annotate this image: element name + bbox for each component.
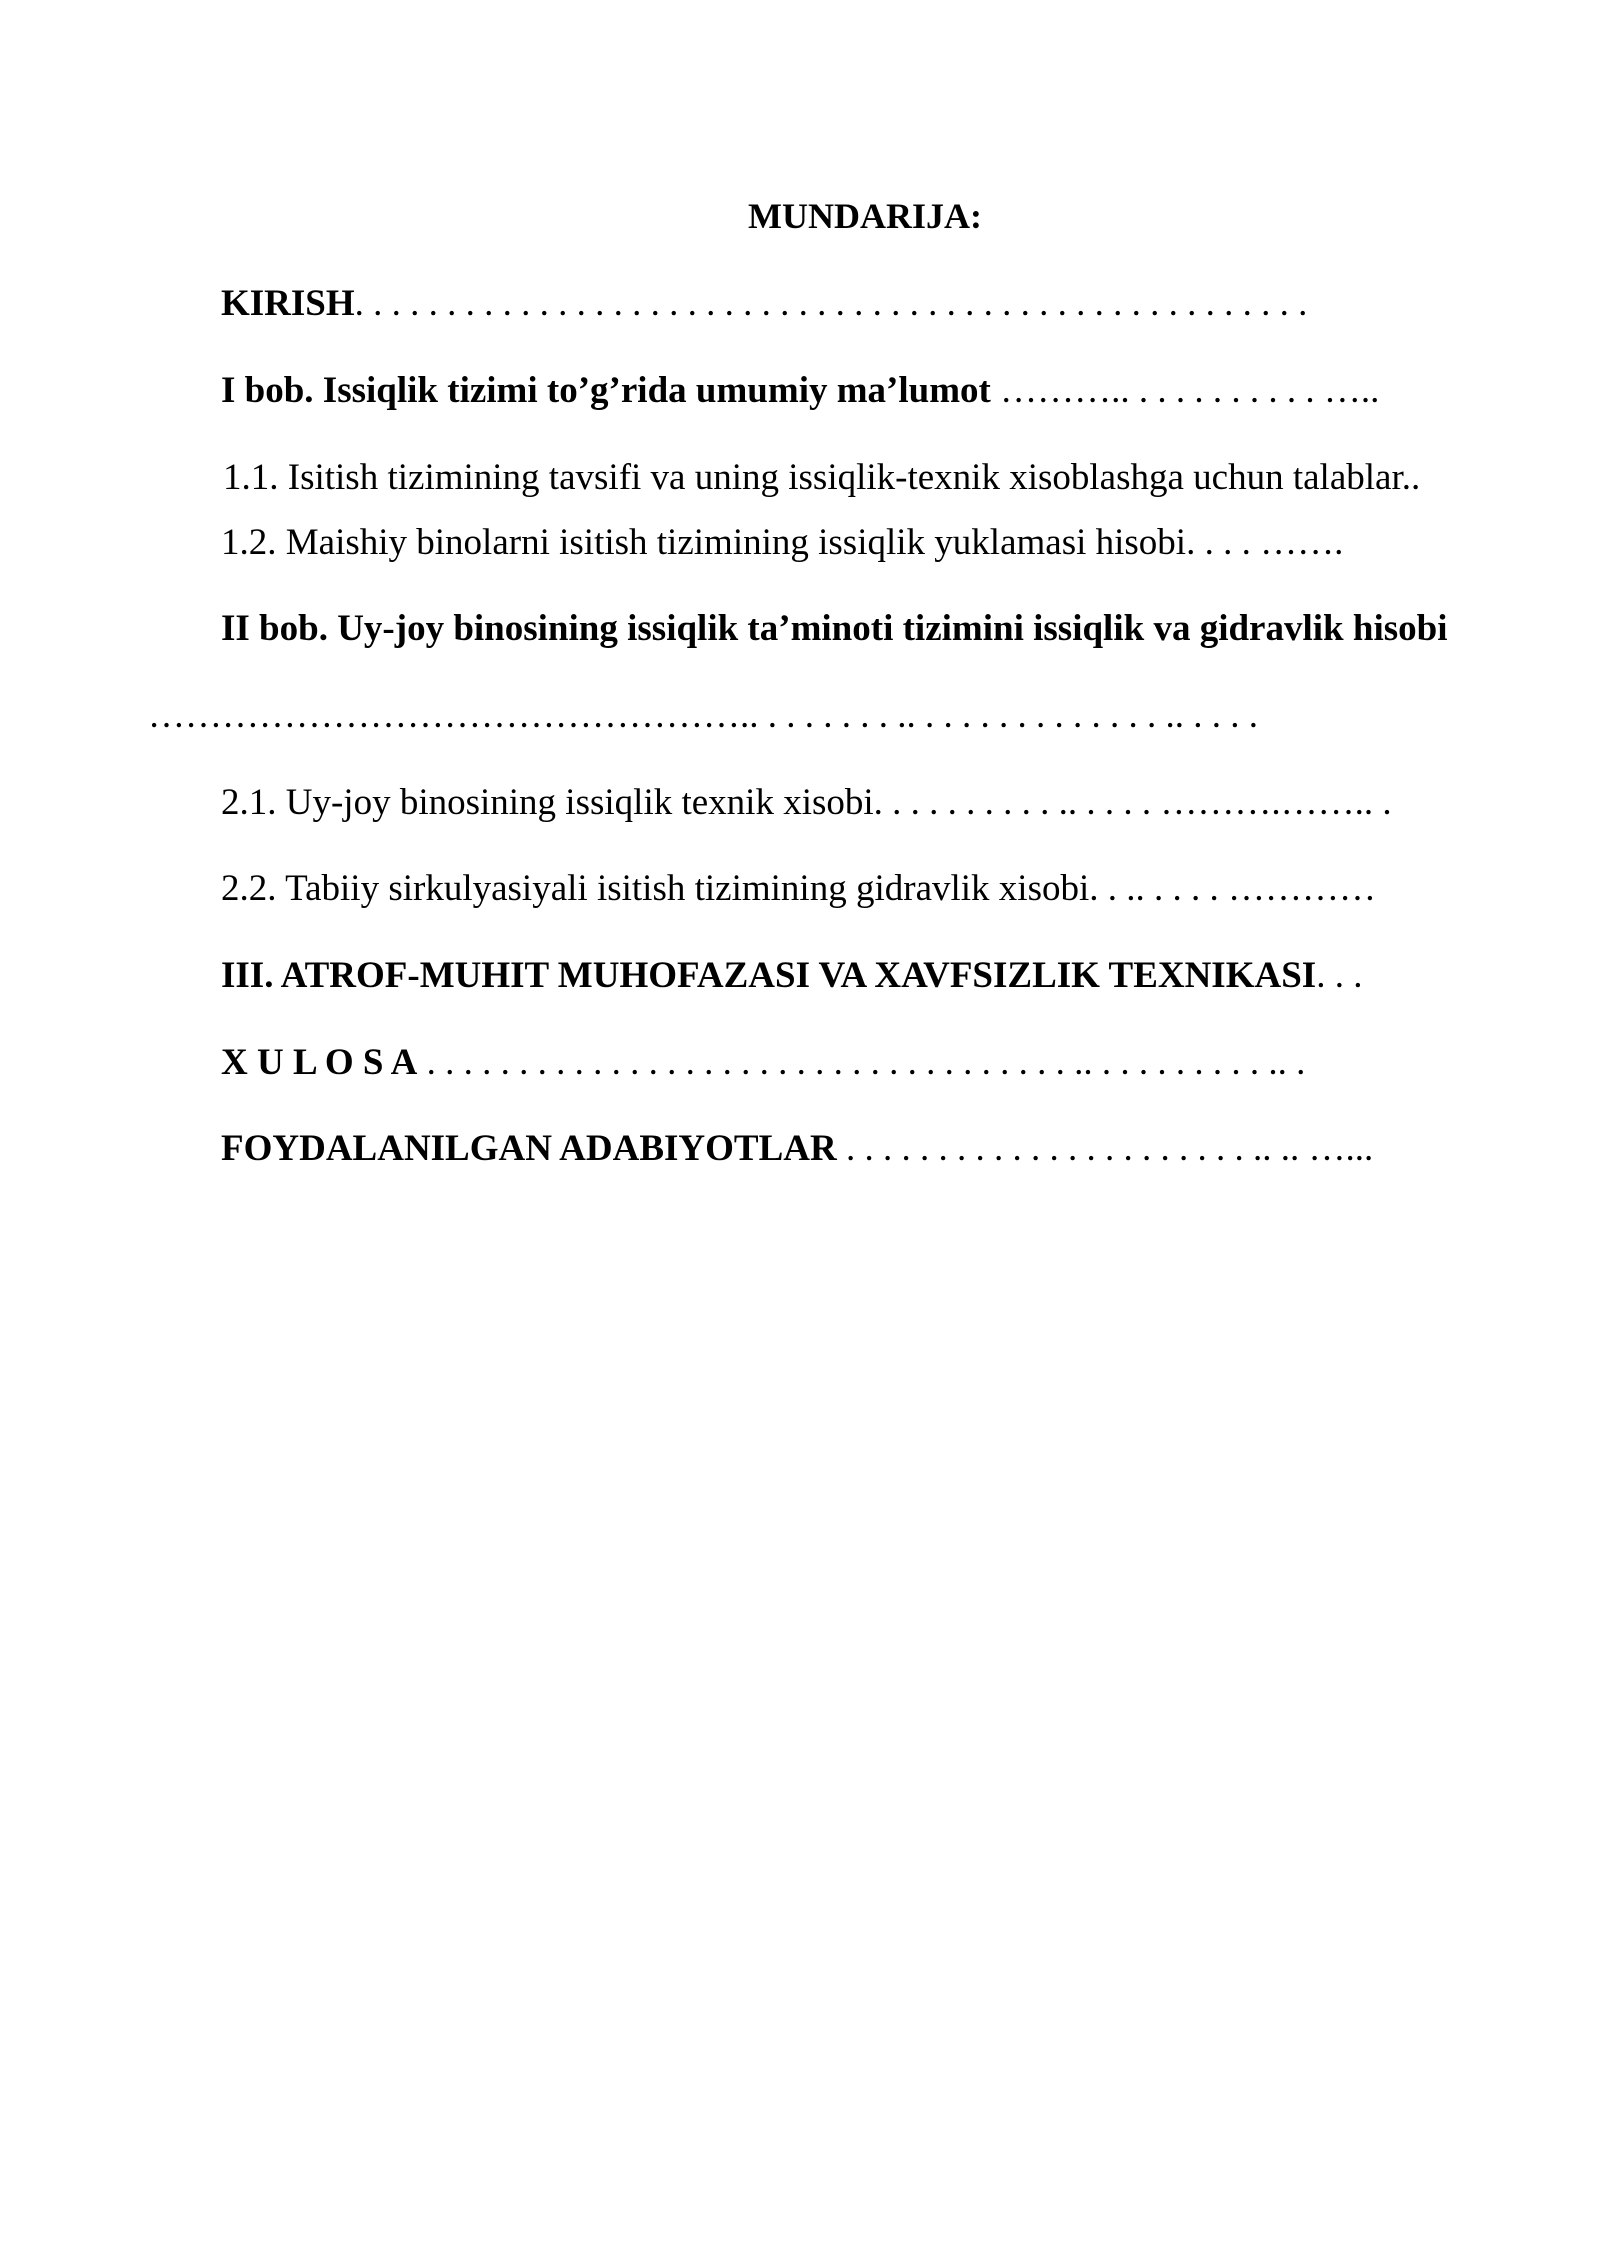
toc-entry-kirish[interactable] [221, 285, 1307, 322]
toc-entry-bob-3[interactable] [221, 957, 1362, 994]
toc-leader-bob-2: ………………………………………….. . . . . . . . .. . . . . . . . . . . . . . .. . . . . [148, 695, 1258, 736]
page-title: MUNDARIJA: [748, 196, 982, 236]
toc-entry-label: II bob. Uy-joy binosining issiqlik ta’minoti tizimini issiqlik va gidravlik hisobi [221, 608, 1448, 649]
toc-entry-1-2[interactable]: 1.2. Maishiy binolarni isitish tizimining issiqlik yuklamasi hisobi. . . . ……. [221, 522, 1344, 563]
toc-entry-bob-1[interactable] [221, 372, 1379, 409]
toc-entry-label: FOYDALANILGAN ADABIYOTLAR [221, 1128, 837, 1169]
toc-entry-label: KIRISH [221, 283, 355, 324]
toc-entry-label: III. ATROF-MUHIT MUHOFAZASI VA XAVFSIZLIK TEXNIKASI [221, 955, 1317, 996]
toc-entry-adabiyotlar[interactable] [221, 1130, 1373, 1167]
toc-entry-2-1[interactable]: 2.1. Uy-joy binosining issiqlik texnik xisobi. . . . . . . . . . .. . . . . ……….…….. . [221, 782, 1392, 823]
toc-entry-xulosa[interactable] [221, 1044, 1305, 1081]
toc-leader: . . . [1316, 955, 1363, 996]
toc-leader: . . . . . . . . . . . . . . . . . . . . . . .. .. …... [836, 1128, 1374, 1169]
toc-leader: ……….. . . . . . . . . . . ….. [990, 370, 1380, 411]
toc-entry-label: I bob. Issiqlik tizimi to’g’rida umumiy ma’lumot [221, 370, 991, 411]
toc-entry-label: X U L O S A [221, 1042, 418, 1083]
toc-entry-bob-2[interactable] [221, 610, 1447, 647]
toc-entry-1-1[interactable]: 1.1. Isitish tizimining tavsifi va uning issiqlik-texnik xisoblashga uchun talablar.. [223, 457, 1421, 498]
toc-entry-2-2[interactable]: 2.2. Tabiiy sirkulyasiyali isitish tizimining gidravlik xisobi. . .. . . . . ………… [221, 868, 1377, 909]
toc-leader: . . . . . . . . . . . . . . . . . . . . . . . . . . . . . . . . . . . .. . . . . . . . . . .. . [417, 1042, 1306, 1083]
toc-leader: . . . . . . . . . . . . . . . . . . . . . . . . . . . . . . . . . . . . . . . . . . . . . . . . . . . . [354, 283, 1308, 324]
